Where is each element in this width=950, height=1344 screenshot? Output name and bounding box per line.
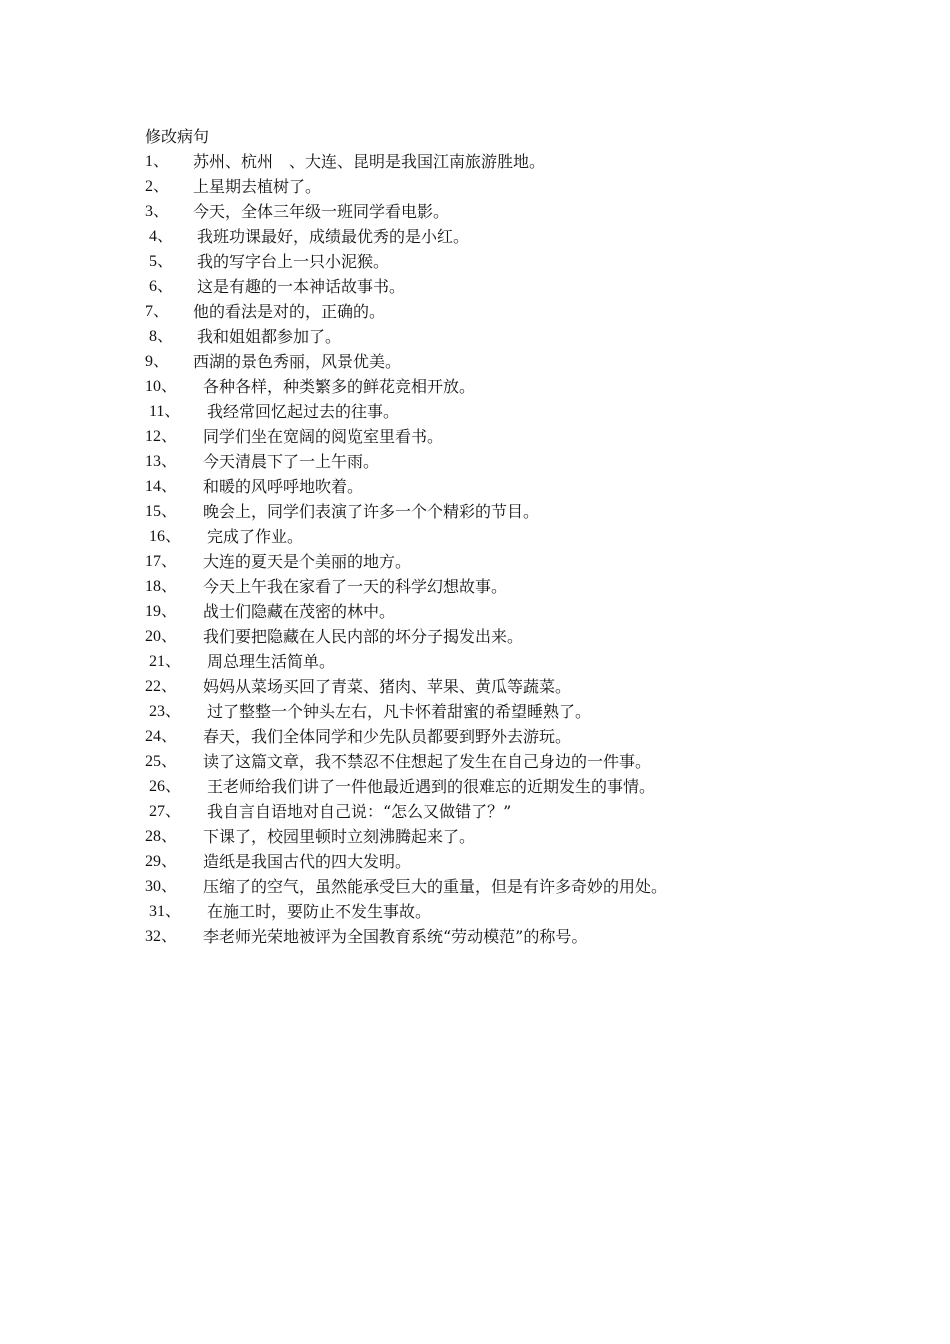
item-number: 3、 <box>145 203 170 220</box>
item-text: 今天清晨下了一上午雨。 <box>203 452 380 471</box>
item-text: 我自言自语地对自己说：“怎么又做错了？” <box>207 802 512 821</box>
item-number: 5、 <box>149 253 174 270</box>
item-number: 11、 <box>149 403 181 420</box>
item-number: 9、 <box>145 353 170 370</box>
item-text: 同学们坐在宽阔的阅览室里看书。 <box>203 427 444 446</box>
item-text: 战士们隐藏在茂密的林中。 <box>203 602 396 621</box>
item-number: 26、 <box>149 778 182 795</box>
item-text: 各种各样，种类繁多的鲜花竞相开放。 <box>203 377 476 396</box>
item-text: 他的看法是对的，正确的。 <box>193 302 386 321</box>
item-number: 21、 <box>149 653 182 670</box>
item-number: 24、 <box>145 728 178 745</box>
item-text: 压缩了的空气，虽然能承受巨大的重量，但是有许多奇妙的用处。 <box>203 877 668 896</box>
item-number: 15、 <box>145 503 178 520</box>
item-number: 18、 <box>145 578 178 595</box>
item-text: 李老师光荣地被评为全国教育系统“劳动模范”的称号。 <box>203 927 588 946</box>
item-text: 周总理生活简单。 <box>207 652 336 671</box>
item-text: 苏州、杭州 、大连、昆明是我国江南旅游胜地。 <box>193 152 546 171</box>
item-text: 西湖的景色秀丽，风景优美。 <box>193 352 402 371</box>
item-text: 和暖的风呼呼地吹着。 <box>203 477 364 496</box>
item-text: 今天，全体三年级一班同学看电影。 <box>193 202 450 221</box>
item-number: 28、 <box>145 828 178 845</box>
item-text: 晚会上，同学们表演了许多一个个精彩的节目。 <box>203 502 540 521</box>
item-text: 上星期去植树了。 <box>193 177 322 196</box>
item-number: 23、 <box>149 703 182 720</box>
item-number: 22、 <box>145 678 178 695</box>
item-number: 16、 <box>149 528 182 545</box>
item-text: 完成了作业。 <box>207 527 304 546</box>
item-number: 10、 <box>145 378 178 395</box>
item-number: 20、 <box>145 628 178 645</box>
item-number: 4、 <box>149 228 174 245</box>
item-number: 30、 <box>145 878 178 895</box>
item-text: 大连的夏天是个美丽的地方。 <box>203 552 412 571</box>
item-number: 31、 <box>149 903 182 920</box>
document-title: 修改病句 <box>145 127 210 146</box>
item-text: 我和姐姐都参加了。 <box>197 327 342 346</box>
item-text: 这是有趣的一本神话故事书。 <box>197 277 406 296</box>
item-number: 17、 <box>145 553 178 570</box>
item-text: 下课了，校园里顿时立刻沸腾起来了。 <box>203 827 476 846</box>
item-number: 8、 <box>149 328 174 345</box>
item-number: 25、 <box>145 753 178 770</box>
item-text: 王老师给我们讲了一件他最近遇到的很难忘的近期发生的事情。 <box>207 777 656 796</box>
item-text: 在施工时，要防止不发生事故。 <box>207 902 432 921</box>
item-text: 妈妈从菜场买回了青菜、猪肉、苹果、黄瓜等蔬菜。 <box>203 677 572 696</box>
item-text: 春天，我们全体同学和少先队员都要到野外去游玩。 <box>203 727 572 746</box>
item-text: 我们要把隐藏在人民内部的坏分子揭发出来。 <box>203 627 524 646</box>
item-text: 今天上午我在家看了一天的科学幻想故事。 <box>203 577 508 596</box>
item-number: 2、 <box>145 178 170 195</box>
item-text: 读了这篇文章，我不禁忍不住想起了发生在自己身边的一件事。 <box>203 752 652 771</box>
item-number: 6、 <box>149 278 174 295</box>
item-text: 我的写字台上一只小泥猴。 <box>197 252 390 271</box>
item-text: 过了整整一个钟头左右，凡卡怀着甜蜜的希望睡熟了。 <box>207 702 592 721</box>
item-number: 27、 <box>149 803 182 820</box>
item-text: 我经常回忆起过去的往事。 <box>207 402 400 421</box>
item-number: 12、 <box>145 428 178 445</box>
item-text: 我班功课最好，成绩最优秀的是小红。 <box>197 227 470 246</box>
item-number: 14、 <box>145 478 178 495</box>
item-number: 19、 <box>145 603 178 620</box>
item-number: 29、 <box>145 853 178 870</box>
item-number: 13、 <box>145 453 178 470</box>
item-number: 7、 <box>145 303 170 320</box>
item-text: 造纸是我国古代的四大发明。 <box>203 852 412 871</box>
item-number: 1、 <box>145 153 170 170</box>
item-number: 32、 <box>145 928 178 945</box>
